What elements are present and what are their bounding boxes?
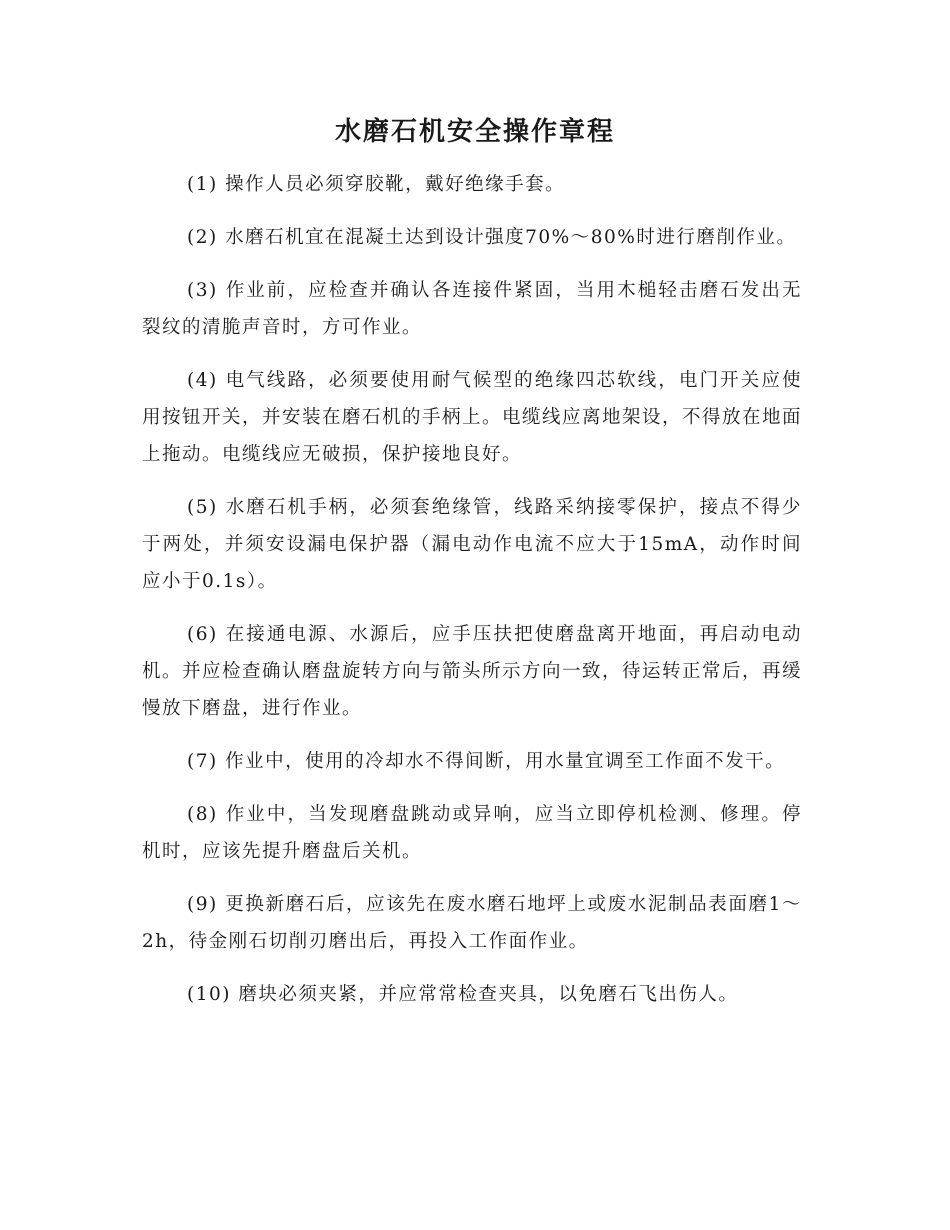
paragraph-1: (1) 操作人员必须穿胶靴，戴好绝缘手套。 (187, 174, 566, 195)
paragraph-6: (6) 在接通电源、水源后，应手压扶把使磨盘离开地面，再启动电动机。并应检查确认磨盘旋转方向与箭头所示方向一致，待运转正常后，再缓慢放下磨盘，进行作业。 (142, 624, 803, 719)
paragraph-10: (10) 磨块必须夹紧，并应常常检查夹具，以免磨石飞出伤人。 (187, 984, 739, 1005)
paragraph-5: (5) 水磨石机手柄，必须套绝缘管，线路采纳接零保护，接点不得少于两处，并须安设漏电保护器（漏电动作电流不应大于15mA，动作时间应小于0.1s）。 (142, 497, 802, 592)
paragraph-7: (7) 作业中，使用的冷却水不得间断，用水量宜调至工作面不发干。 (187, 751, 786, 772)
paragraph-4: (4) 电气线路，必须要使用耐气候型的绝缘四芯软线，电门开关应使用按钮开关，并安装在磨石机的手柄上。电缆线应离地架设，不得放在地面上拖动。电缆线应无破损，保护接地良好。 (142, 370, 803, 465)
document-body (142, 166, 802, 1029)
paragraph-8: (8) 作业中，当发现磨盘跳动或异响，应当立即停机检测、修理。停机时，应该先提升磨盘后关机。 (142, 804, 802, 862)
document-title: 水磨石机安全操作章程 (334, 117, 615, 147)
paragraph-9: (9) 更换新磨石后，应该先在废水磨石地坪上或废水泥制品表面磨1～2h，待金刚石切削刃磨出后，再投入工作面作业。 (142, 894, 802, 952)
paragraph-2: (2) 水磨石机宜在混凝土达到设计强度70%～80%时进行磨削作业。 (187, 227, 797, 248)
paragraph-3: (3) 作业前，应检查并确认各连接件紧固，当用木槌轻击磨石发出无裂纹的清脆声音时，方可作业。 (142, 280, 802, 338)
